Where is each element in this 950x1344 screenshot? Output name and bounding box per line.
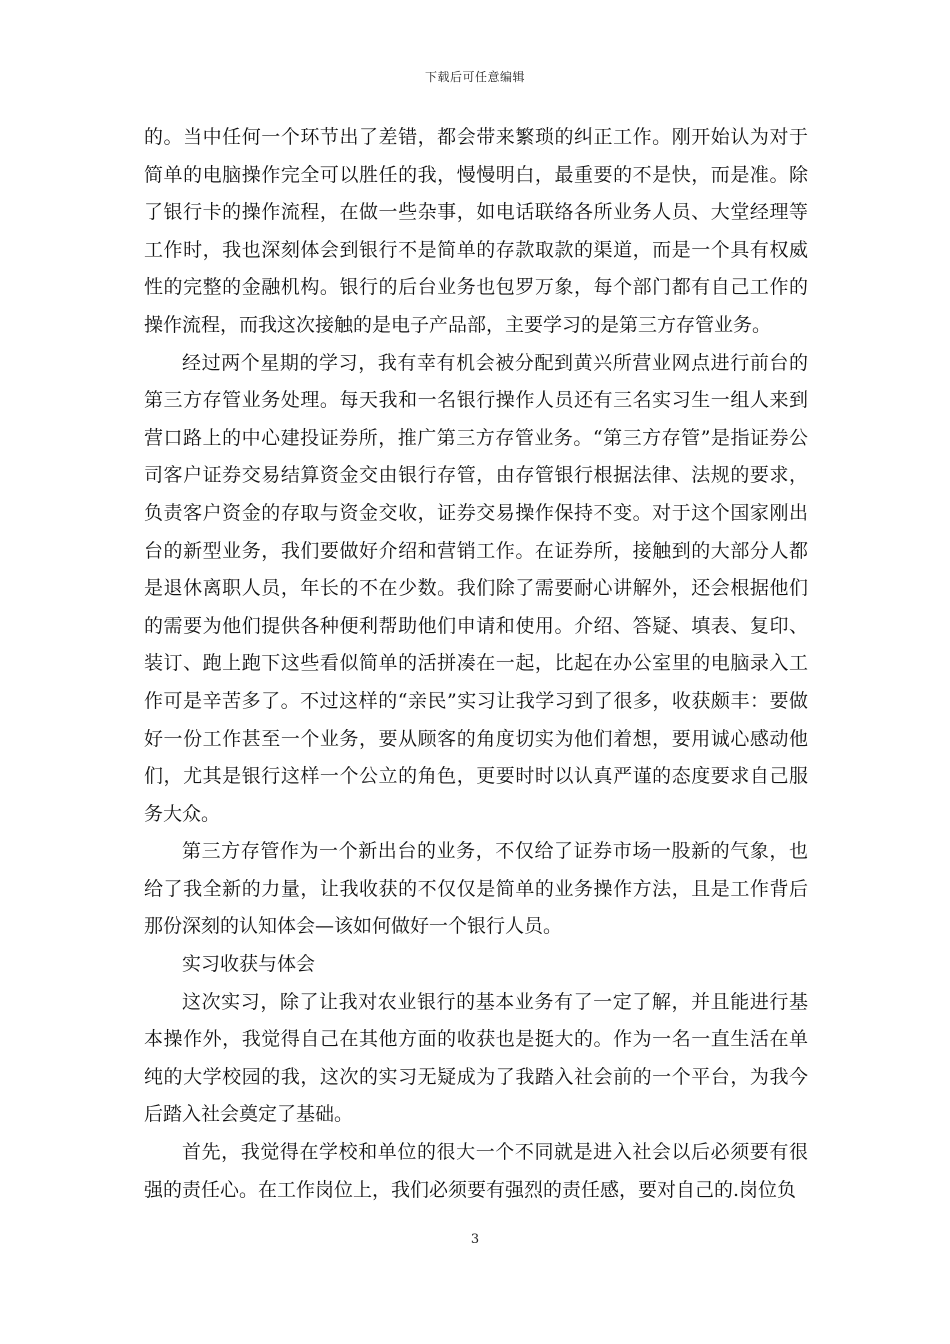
page-number: 3	[470, 1232, 480, 1247]
paragraph-continuation: 的。当中任何一个环节出了差错，都会带来繁琐的纠正工作。刚开始认为对于简单的电脑操作完全可以胜任的我，慢慢明白，最重要的不是快，而是准。除了银行卡的操作流程，在做一些杂事，如电话联络各所业务人员、大堂经理等工作时，我也深刻体会到银行不是简单的存款取款的渠道，而是一个具有权威性的完整的金融机构。银行的后台业务也包罗万象，每个部门都有自己工作的操作流程，而我这次接触的是电子产品部，主要学习的是第三方存管业务。	[144, 126, 808, 336]
paragraph: 这次实习，除了让我对农业银行的基本业务有了一定了解，并且能进行基本操作外，我觉得自己在其他方面的收获也是挺大的。作为一名一直生活在单纯的大学校园的我，这次的实习无疑成为了我踏入社会前的一个平台，为我今后踏入社会奠定了基础。	[144, 990, 808, 1126]
paragraph: 第三方存管作为一个新出台的业务，不仅给了证券市场一股新的气象，也给了我全新的力量，让我收获的不仅仅是简单的业务操作方法，且是工作背后那份深刻的认知体会—该如何做好一个银行人员。	[144, 840, 808, 938]
paragraph: 经过两个星期的学习，我有幸有机会被分配到黄兴所营业网点进行前台的第三方存管业务处理。每天我和一名银行操作人员还有三名实习生一组人来到营口路上的中心建投证券所，推广第三方存管业务。“第三方存管”是指证券公司客户证券交易结算资金交由银行存管，由存管银行根据法律、法规的要求，负责客户资金的存取与资金交收，证券交易操作保持不变。对于这个国家刚出台的新型业务，我们要做好介绍和营销工作。在证券所，接触到的大部分人都是退休离职人员，年长的不在少数。我们除了需要耐心讲解外，还会根据他们的需要为他们提供各种便利帮助他们申请和使用。介绍、答疑、填表、复印、装订、跑上跑下这些看似简单的活拼凑在一起，比起在办公室里的电脑录入工作可是辛苦多了。不过这样的“亲民”实习让我学习到了很多，收获颇丰：要做好一份工作甚至一个业务，要从顾客的角度切实为他们着想，要用诚心感动他们，尤其是银行这样一个公立的角色，更要时时以认真严谨的态度要求自己服务大众。	[144, 351, 808, 825]
paragraph: 首先，我觉得在学校和单位的很大一个不同就是进入社会以后必须要有很强的责任心。在工作岗位上，我们必须要有强烈的责任感，要对自己的.岗位负	[144, 1141, 808, 1201]
section-heading: 实习收获与体会	[182, 953, 316, 976]
page-header: 下载后可任意编辑	[424, 70, 525, 84]
body-text	[144, 119, 808, 1209]
